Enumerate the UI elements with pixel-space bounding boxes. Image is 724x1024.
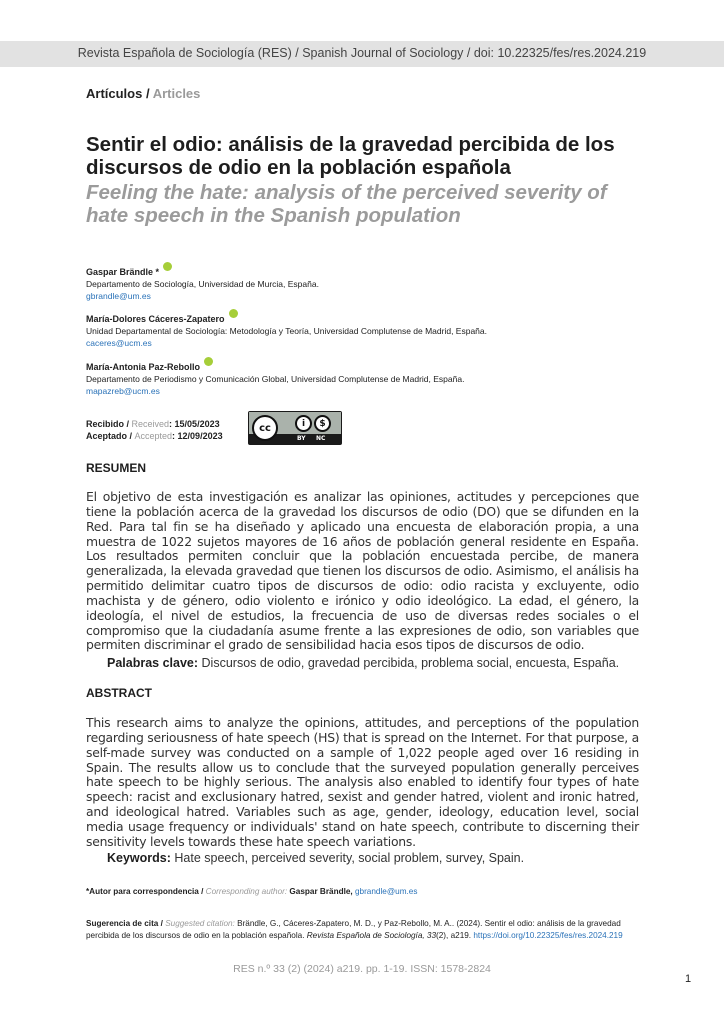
accepted-label-es: Aceptado / bbox=[86, 431, 135, 441]
accepted-label-en: Accepted bbox=[134, 431, 173, 441]
author-name-text: María-Antonia Paz-Rebollo bbox=[86, 362, 201, 372]
palabras-clave bbox=[107, 656, 619, 670]
citation-text: Brändle, G., Cáceres-Zapatero, M. D., y Paz-Rebollo, M. A.. (2024). Sentir el odio: análisis de la gravedad percibida de los discursos de odio en la población española. bbox=[86, 919, 621, 940]
received-value: : 15/05/2023 bbox=[169, 419, 220, 429]
accepted-date bbox=[86, 430, 223, 442]
section-label-es: Artículos / bbox=[86, 86, 153, 101]
correspondence-note bbox=[86, 886, 646, 898]
correspondence-label-es: *Autor para correspondencia / bbox=[86, 887, 206, 896]
author-affiliation: Departamento de Periodismo y Comunicación Global, Universidad Complutense de Madrid, España. bbox=[86, 374, 465, 384]
correspondence-email[interactable]: gbrandle@um.es bbox=[354, 887, 418, 896]
author-name-text: Gaspar Brändle * bbox=[86, 267, 160, 277]
author-name-text: María-Dolores Cáceres-Zapatero bbox=[86, 314, 225, 324]
author-block bbox=[86, 313, 646, 349]
citation-issue: (2), a219. bbox=[436, 931, 474, 940]
page-footer: RES n.º 33 (2) (2024) a219. pp. 1-19. ISSN: 1578-2824 bbox=[233, 963, 491, 975]
resumen-body: El objetivo de esta investigación es analizar las opiniones, actitudes y percepciones que tiene la población acerca de la gravedad los discursos de odio (DO) que se difunden en la Red. Para tal fin se ha diseñado y aplicado una encuesta de elaboración propia, a una muestra de 1022 sujetos mayores de 16 años de población general residente en España. Los resultados permiten concluir que la población encuestada percibe, de manera generalizada, la elevada gravedad que tienen los discursos de odio. Asimismo, el análisis ha permitido delimitar cuatro tipos de discursos de odio: odio racista y excluyente, odio machista y de género, odio violento e irónico y odio ideológico. La edad, el género, la ideología, el nivel de estudios, la frecuencia de uso de diversas redes sociales o el compromiso que la ciudadanía asume frente a las expresiones de odio, son variables que permiten discriminar el grado de sensibilidad hacia esos tipos de discursos de odio. bbox=[86, 489, 639, 653]
citation-journal: Revista Española de Sociología, 33 bbox=[306, 931, 437, 940]
author-name bbox=[86, 313, 238, 325]
abstract-body: This research aims to analyze the opinions, attitudes, and perceptions of the population regarding seriousness of hate speech (HS) that is spread on the Internet. For that purpose, a self-made survey was conducted on a sample of 1,022 people aged over 16 residing in Spain. The results allow us to conclude that the surveyed population generally perceives hate speech to be highly serious. The analysis also enabled to identify four types of hate speech: racist and exclusionary hatred, sexist and gender hatred, violent and ironic hatred, and ideological hatred. Variables such as age, gender, ideology, education level, social media usage frequency or individuals' stand on hate speech, contribute to discerning their sensitivity levels towards these hate speech variations. bbox=[86, 715, 639, 849]
section-label bbox=[86, 86, 200, 101]
correspondence-label-en: Corresponding author: bbox=[205, 887, 288, 896]
journal-header: Revista Española de Sociología (RES) / Spanish Journal of Sociology / doi: 10.22325/fes/res.2024.219 bbox=[77, 46, 647, 60]
author-affiliation: Unidad Departamental de Sociología: Metodología y Teoría, Universidad Complutense de Madrid, España. bbox=[86, 326, 487, 336]
resumen-heading: RESUMEN bbox=[86, 461, 147, 475]
author-block bbox=[86, 266, 646, 302]
accepted-value: : 12/09/2023 bbox=[172, 431, 223, 441]
orcid-icon[interactable] bbox=[204, 357, 213, 366]
author-affiliation: Departamento de Sociología, Universidad de Murcia, España. bbox=[86, 279, 319, 289]
received-date bbox=[86, 418, 223, 430]
abstract-heading: ABSTRACT bbox=[86, 686, 152, 700]
author-block bbox=[86, 361, 646, 397]
citation-label-en: Suggested citation: bbox=[165, 919, 235, 928]
author-name bbox=[86, 361, 213, 373]
author-email[interactable]: gbrandle@um.es bbox=[86, 291, 151, 301]
author-name bbox=[86, 266, 172, 278]
author-email[interactable]: caceres@ucm.es bbox=[86, 338, 152, 348]
correspondence-name: Gaspar Brändle, bbox=[287, 887, 355, 896]
section-label-en: Articles bbox=[152, 86, 201, 101]
nc-label: NC bbox=[316, 435, 326, 442]
title-spanish: Sentir el odio: análisis de la gravedad percibida de los discursos de odio en la población española bbox=[86, 133, 615, 179]
submission-dates bbox=[86, 418, 223, 442]
by-label: BY bbox=[297, 435, 306, 442]
by-icon: i bbox=[295, 415, 312, 432]
page-number: 1 bbox=[685, 973, 692, 985]
citation-label-es: Sugerencia de cita / bbox=[86, 919, 166, 928]
keywords-text: Hate speech, perceived severity, social problem, survey, Spain. bbox=[170, 851, 525, 865]
received-label-es: Recibido / bbox=[86, 419, 132, 429]
received-label-en: Received bbox=[131, 419, 170, 429]
cc-license-badge[interactable] bbox=[248, 411, 342, 445]
citation-doi-link[interactable]: https://doi.org/10.22325/fes/res.2024.219 bbox=[473, 931, 623, 940]
cc-icon: cc bbox=[252, 415, 278, 441]
suggested-citation bbox=[86, 918, 646, 942]
title-english: Feeling the hate: analysis of the perceived severity of hate speech in the Spanish population bbox=[86, 181, 607, 227]
orcid-icon[interactable] bbox=[163, 262, 172, 271]
keywords-label: Keywords: bbox=[107, 851, 171, 865]
author-email[interactable]: mapazreb@ucm.es bbox=[86, 386, 160, 396]
orcid-icon[interactable] bbox=[229, 309, 238, 318]
nc-icon: $ bbox=[314, 415, 331, 432]
palabras-clave-label: Palabras clave: bbox=[107, 656, 199, 670]
palabras-clave-text: Discursos de odio, gravedad percibida, problema social, encuesta, España. bbox=[198, 656, 620, 670]
keywords bbox=[107, 851, 524, 865]
